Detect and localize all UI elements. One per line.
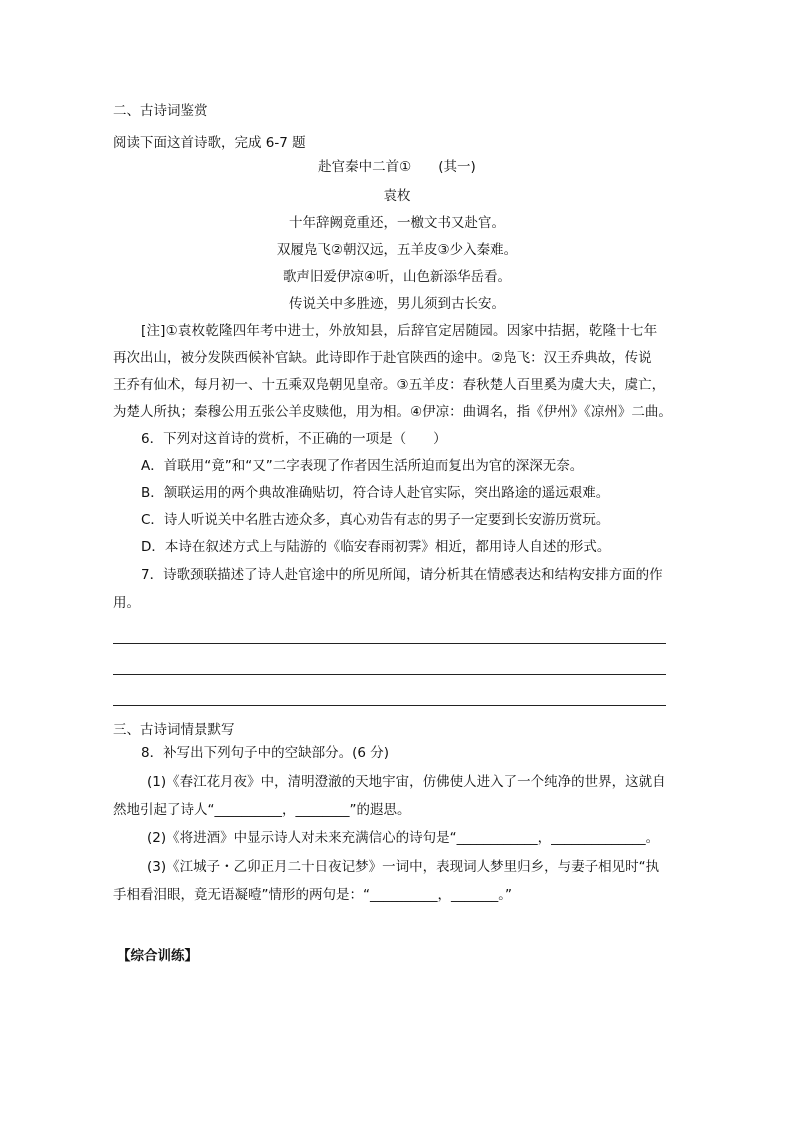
answer-line-3[interactable] [113,705,666,706]
notes-line-2: 再次出山，被分发陕西候补官缺。此诗即作于赴官陕西的途中。②凫飞：汉王乔典故，传说 [113,350,652,366]
training-heading: 【综合训练】 [117,948,198,964]
q8-item3-line-2: 手相看泪眼，竟无语凝噎”情形的两句是：“__________，_______。” [113,887,512,903]
q6-option-c: C．诗人听说关中名胜古迹众多，真心劝告有志的男子一定要到长安游历赏玩。 [141,512,610,528]
q8-item1-line-2: 然地引起了诗人“__________，________”的遐思。 [113,802,411,818]
q6-option-a: A．首联用“竟”和“又”二字表现了作者因生活所迫而复出为官的深深无奈。 [141,458,584,474]
notes-line-3: 王乔有仙术，每月初一、十五乘双凫朝见皇帝。③五羊皮：春秋楚人百里奚为虞大夫，虞亡， [113,377,666,393]
answer-line-2[interactable] [113,674,666,675]
poem-title: 赴官秦中二首① (其一) [318,159,476,175]
q8-item2: (2)《将进酒》中显示诗人对未来充满信心的诗句是“____________，______________。 [147,830,660,846]
q7-stem-line-2: 用。 [113,595,140,611]
q6-option-d: D．本诗在叙述方式上与陆游的《临安春雨初霁》相近，都用诗人自述的形式。 [141,539,611,555]
section3-heading: 三、古诗词情景默写 [113,722,235,738]
poem-line-3: 歌声旧爱伊凉④听，山色新添华岳看。 [282,269,512,285]
q8-item1-line-1: (1)《春江花月夜》中，清明澄澈的天地宇宙，仿佛使人进入了一个纯净的世界，这就自 [147,774,666,790]
section2-heading: 二、古诗词鉴赏 [113,103,208,119]
notes-line-1: [注]①袁枚乾隆四年考中进士，外放知县，后辞官定居随园。因家中拮据，乾隆十七年 [141,323,658,339]
poem-author: 袁枚 [383,188,411,204]
q7-stem-line-1: 7．诗歌颈联描述了诗人赴官途中的所见所闻，请分析其在情感表达和结构安排方面的作 [141,567,663,583]
poem-line-4: 传说关中多胜迹，男儿须到古长安。 [289,296,505,312]
poem-line-1: 十年辞阙竟重还，一檄文书又赴官。 [289,215,505,231]
notes-line-4: 为楚人所执；秦穆公用五张公羊皮赎他，用为相。④伊凉：曲调名，指《伊州》《凉州》二曲。 [113,404,672,420]
q6-option-b: B．颔联运用的两个典故准确贴切，符合诗人赴官实际，突出路途的遥远艰难。 [141,485,610,501]
answer-line-1[interactable] [113,643,666,644]
q8-item3-line-1: (3)《江城子・乙卯正月二十日夜记梦》一词中，表现词人梦里归乡，与妻子相见时“执 [147,859,660,875]
q8-stem: 8．补写出下列句子中的空缺部分。(6 分) [141,745,390,761]
poem-line-2: 双履凫飞②朝汉远，五羊皮③少入秦难。 [276,242,518,258]
section2-instruction: 阅读下面这首诗歌，完成 6-7 题 [113,135,306,151]
q6-stem: 6．下列对这首诗的赏析，不正确的一项是（ ） [141,431,447,447]
